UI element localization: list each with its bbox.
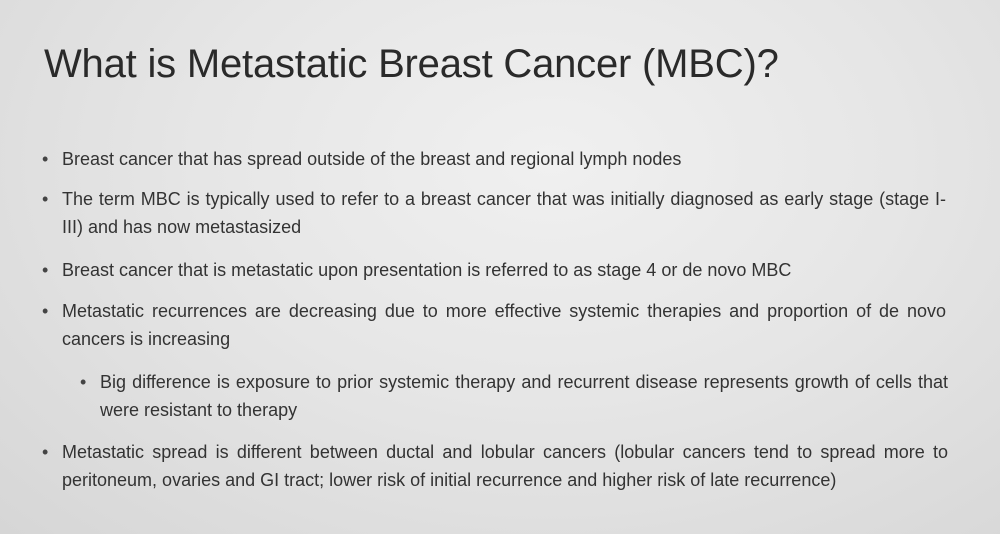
bullet-marker: • — [42, 301, 49, 321]
bullet-marker: • — [42, 260, 49, 280]
bullet-text: Metastatic recurrences are decreasing due to more effective systemic therapies and proportion of de novo cancers is increasing — [62, 301, 946, 349]
bullet-marker: • — [42, 149, 49, 169]
bullet-marker: • — [80, 372, 87, 392]
bullet-marker: • — [42, 442, 49, 462]
bullet-text: Metastatic spread is different between ductal and lobular cancers (lobular cancers tend to spread more to peritoneum, ovaries and GI tract; lower risk of initial recurrence and higher risk of late recurrence) — [62, 442, 948, 490]
bullet-text: Big difference is exposure to prior systemic therapy and recurrent disease represents growth of cells that were resistant to therapy — [100, 372, 948, 420]
bullet-text: Breast cancer that has spread outside of the breast and regional lymph nodes — [62, 149, 682, 169]
slide-title: What is Metastatic Breast Cancer (MBC)? — [44, 42, 779, 86]
bullet-marker: • — [42, 189, 49, 209]
bullet-text: The term MBC is typically used to refer to a breast cancer that was initially diagnosed as early stage (stage I-III) and has now metastasized — [62, 189, 946, 237]
bullet-text: Breast cancer that is metastatic upon presentation is referred to as stage 4 or de novo MBC — [62, 260, 792, 280]
